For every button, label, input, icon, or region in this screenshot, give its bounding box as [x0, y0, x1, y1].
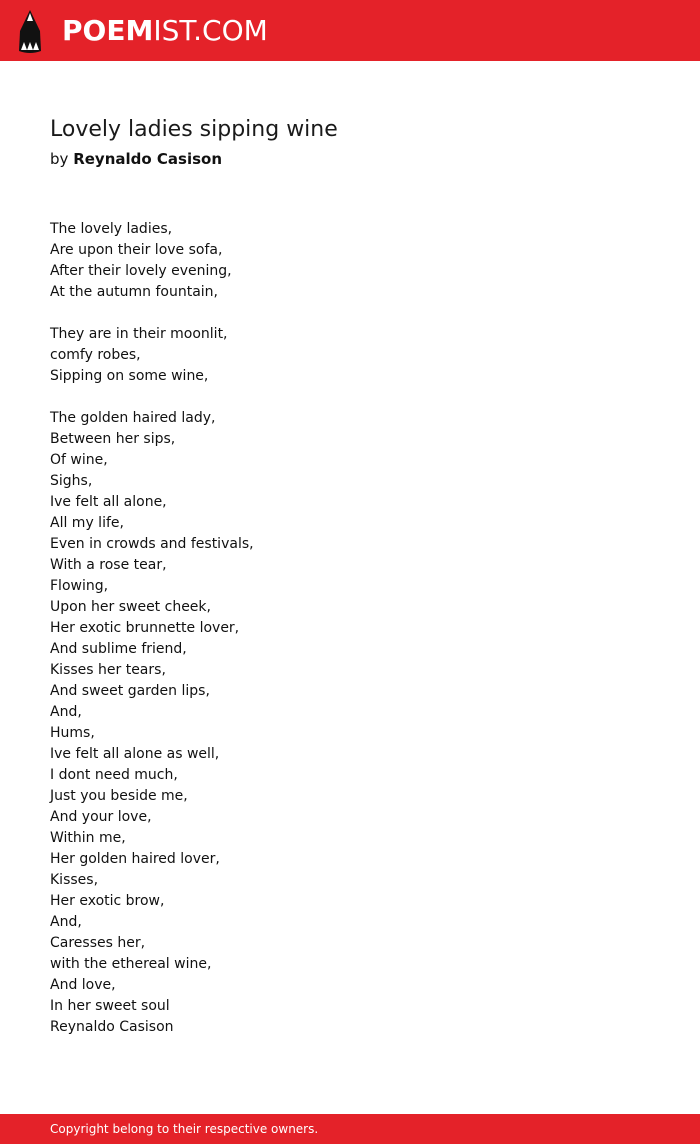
- poem-line: All my life,: [50, 515, 124, 531]
- poem-title: Lovely ladies sipping wine: [50, 117, 338, 142]
- poem-line: Hums,: [50, 725, 95, 741]
- poem-line: After their lovely evening,: [50, 263, 232, 279]
- poem-line: Just you beside me,: [50, 788, 188, 804]
- site-logo-text: [62, 13, 268, 47]
- poem-line: Ive felt all alone,: [50, 494, 167, 510]
- poem-line: At the autumn fountain,: [50, 284, 218, 300]
- poem-line: And sublime friend,: [50, 641, 187, 657]
- site-footer: [0, 1114, 700, 1144]
- copyright-notice: Copyright belong to their respective owners.: [50, 1122, 319, 1136]
- poem-line: With a rose tear,: [50, 557, 167, 573]
- poem-line: Her exotic brow,: [50, 893, 165, 909]
- stanza: [50, 408, 650, 1038]
- pencil-nib-icon: [16, 9, 44, 53]
- poem-line: The golden haired lady,: [50, 410, 216, 426]
- stanza: [50, 219, 650, 303]
- poem-line: Flowing,: [50, 578, 109, 594]
- poem-line: And sweet garden lips,: [50, 683, 210, 699]
- poem-line: The lovely ladies,: [50, 221, 173, 237]
- poem-line: And your love,: [50, 809, 152, 825]
- stanza: [50, 324, 650, 387]
- stanza-gap: [50, 303, 650, 324]
- poem-line: And,: [50, 914, 82, 930]
- poem-line: Ive felt all alone as well,: [50, 746, 220, 762]
- logo-bold-part: POEM: [62, 13, 154, 47]
- poem-line: I dont need much,: [50, 767, 178, 783]
- poem-byline: [50, 150, 222, 168]
- poem-line: Between her sips,: [50, 431, 176, 447]
- poem-line: Caresses her,: [50, 935, 146, 951]
- poem-body: [50, 219, 650, 1038]
- poem-line: Of wine,: [50, 452, 108, 468]
- poem-line: Sighs,: [50, 473, 93, 489]
- poem-line: Even in crowds and festivals,: [50, 536, 254, 552]
- poem-line: And love,: [50, 977, 116, 993]
- stanza-gap: [50, 387, 650, 408]
- site-logo-link[interactable]: [0, 9, 268, 53]
- poem-line: Her exotic brunnette lover,: [50, 620, 240, 636]
- poem-line: Within me,: [50, 830, 126, 846]
- poem-line: Sipping on some wine,: [50, 368, 209, 384]
- poem-line: They are in their moonlit,: [50, 326, 228, 342]
- site-header: [0, 0, 700, 61]
- poem-line: comfy robes,: [50, 347, 141, 363]
- poem-line: And,: [50, 704, 82, 720]
- poem-line: with the ethereal wine,: [50, 956, 212, 972]
- poem-line: Reynaldo Casison: [50, 1019, 174, 1035]
- poem-line: Kisses,: [50, 872, 99, 888]
- poem-line: Kisses her tears,: [50, 662, 166, 678]
- poem-line: In her sweet soul: [50, 998, 170, 1014]
- logo-light-part: IST.COM: [153, 13, 268, 47]
- by-label: by: [50, 150, 69, 168]
- poem-line: Upon her sweet cheek,: [50, 599, 211, 615]
- poem-line: Are upon their love sofa,: [50, 242, 223, 258]
- poem-line: Her golden haired lover,: [50, 851, 220, 867]
- author-name: Reynaldo Casison: [73, 150, 223, 168]
